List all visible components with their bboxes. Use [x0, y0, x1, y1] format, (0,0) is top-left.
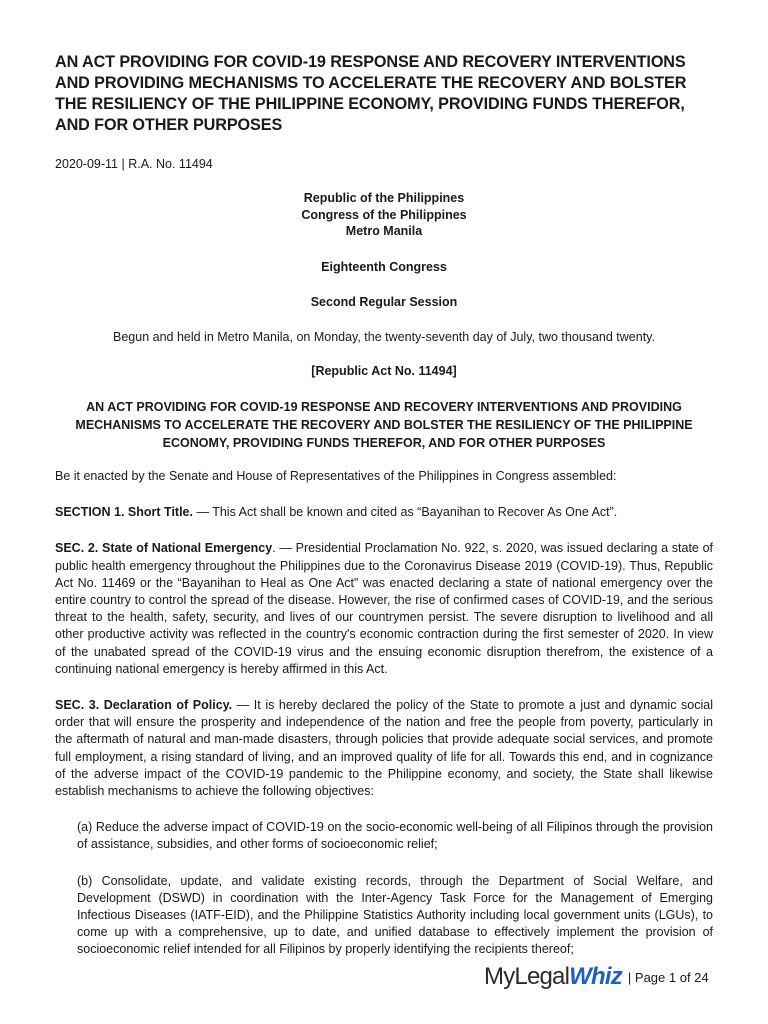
section-1-heading: SECTION 1. Short Title. [55, 505, 193, 520]
header-line-congress: Congress of the Philippines [301, 207, 467, 222]
document-meta: 2020-09-11 | R.A. No. 11494 [55, 157, 213, 171]
section-3 [55, 697, 713, 800]
header-line-republic: Republic of the Philippines [303, 191, 465, 205]
logo-legal: Legal [514, 963, 570, 990]
mylegalwhiz-logo [484, 963, 622, 991]
section-2 [55, 540, 713, 678]
header-line-location: Metro Manila [345, 224, 423, 238]
congress-line: Eighteenth Congress [321, 259, 447, 274]
document-title: AN ACT PROVIDING FOR COVID-19 RESPONSE AND RECOVERY INTERVENTIONS AND PROVIDING MECHANISMS TO ACCELERATE THE RECOVERY AND BOLSTER THE RESILIENCY OF THE PHILIPPINE ECONOMY, PROVIDING FUNDS THEREFOR, AND FOR OTHER PURPOSES [55, 53, 687, 134]
session-line: Second Regular Session [310, 295, 458, 309]
item-b: (b) Consolidate, update, and validate existing records, through the Department of Social Welfare, and Development (DSWD) in coordination with the Inter-Agency Task Force for the Management of Emerging Infectious Diseases (IATF-EID), and the Philippine Statistics Authority including local government units (LGUs), to come up with a comprehensive, up to date, and unified database to effectively implement the provision of socioeconomic relief intended for all Filipinos by properly identifying the recipients thereof; [77, 873, 713, 957]
page-number: | Page 1 of 24 [627, 969, 709, 985]
section-1-text: — This Act shall be known and cited as “Bayanihan to Recover As One Act”. [192, 505, 618, 520]
enacting-clause: Be it enacted by the Senate and House of Representatives of the Philippines in Congress assembled: [55, 469, 617, 483]
logo-my: My [484, 963, 515, 990]
section-2-text: . — Presidential Proclamation No. 922, s. 2020, was issued declaring a state of public health emergency throughout the Philippines due to the Coronavirus Disease 2019 (COVID-19). Thus, Republic Act No. 11469 or the “Bayanihan to Heal as One Act” was enacted declaring a state of national emergency over the entire country to control the spread of the disease. However, the rise of confirmed cases of COVID-19, and the serious threat to the health, safety, security, and lives of our countrymen persist. The severe disruption to livelihood and all other productive activity was reflected in the country's economic contraction during the first semester of 2020. In view of the unabated spread of the COVID-19 virus and the ensuing economic disruption therefrom, the existence of a continuing national emergency is hereby affirmed in this Act. [55, 541, 713, 676]
begun-line: Begun and held in Metro Manila, on Monday, the twenty-seventh day of July, two thousand twenty. [113, 329, 655, 344]
section-1 [55, 504, 713, 521]
logo-whiz: Whiz [569, 963, 622, 990]
section-3-heading: SEC. 3. Declaration of Policy. [55, 698, 233, 713]
header-block [55, 190, 713, 240]
item-a: (a) Reduce the adverse impact of COVID-19 on the socio-economic well-being of all Filipinos through the provision of assistance, subsidies, and other forms of socioeconomic relief; [77, 820, 713, 852]
republic-act-number: [Republic Act No. 11494] [311, 363, 457, 378]
document-page [55, 52, 713, 959]
section-2-heading: SEC. 2. State of National Emergency [55, 541, 273, 556]
act-title: AN ACT PROVIDING FOR COVID-19 RESPONSE AND RECOVERY INTERVENTIONS AND PROVIDING MECHANISMS TO ACCELERATE THE RECOVERY AND BOLSTER THE RESILIENCY OF THE PHILIPPINE ECONOMY, PROVIDING FUNDS THEREFOR, AND FOR OTHER PURPOSES [75, 400, 693, 450]
section-3-text: — It is hereby declared the policy of the State to promote a just and dynamic social order that will ensure the prosperity and independence of the nation and free the people from poverty, particularly in the aftermath of natural and man-made disasters, through policies that provide adequate social services, and promote full employment, a rising standard of living, and an improved quality of life for all. Towards this end, and in cognizance of the adverse impact of the COVID-19 pandemic to the Philippine economy, and society, the State shall likewise establish mechanisms to achieve the following objectives: [55, 698, 713, 799]
page-footer [484, 962, 709, 992]
